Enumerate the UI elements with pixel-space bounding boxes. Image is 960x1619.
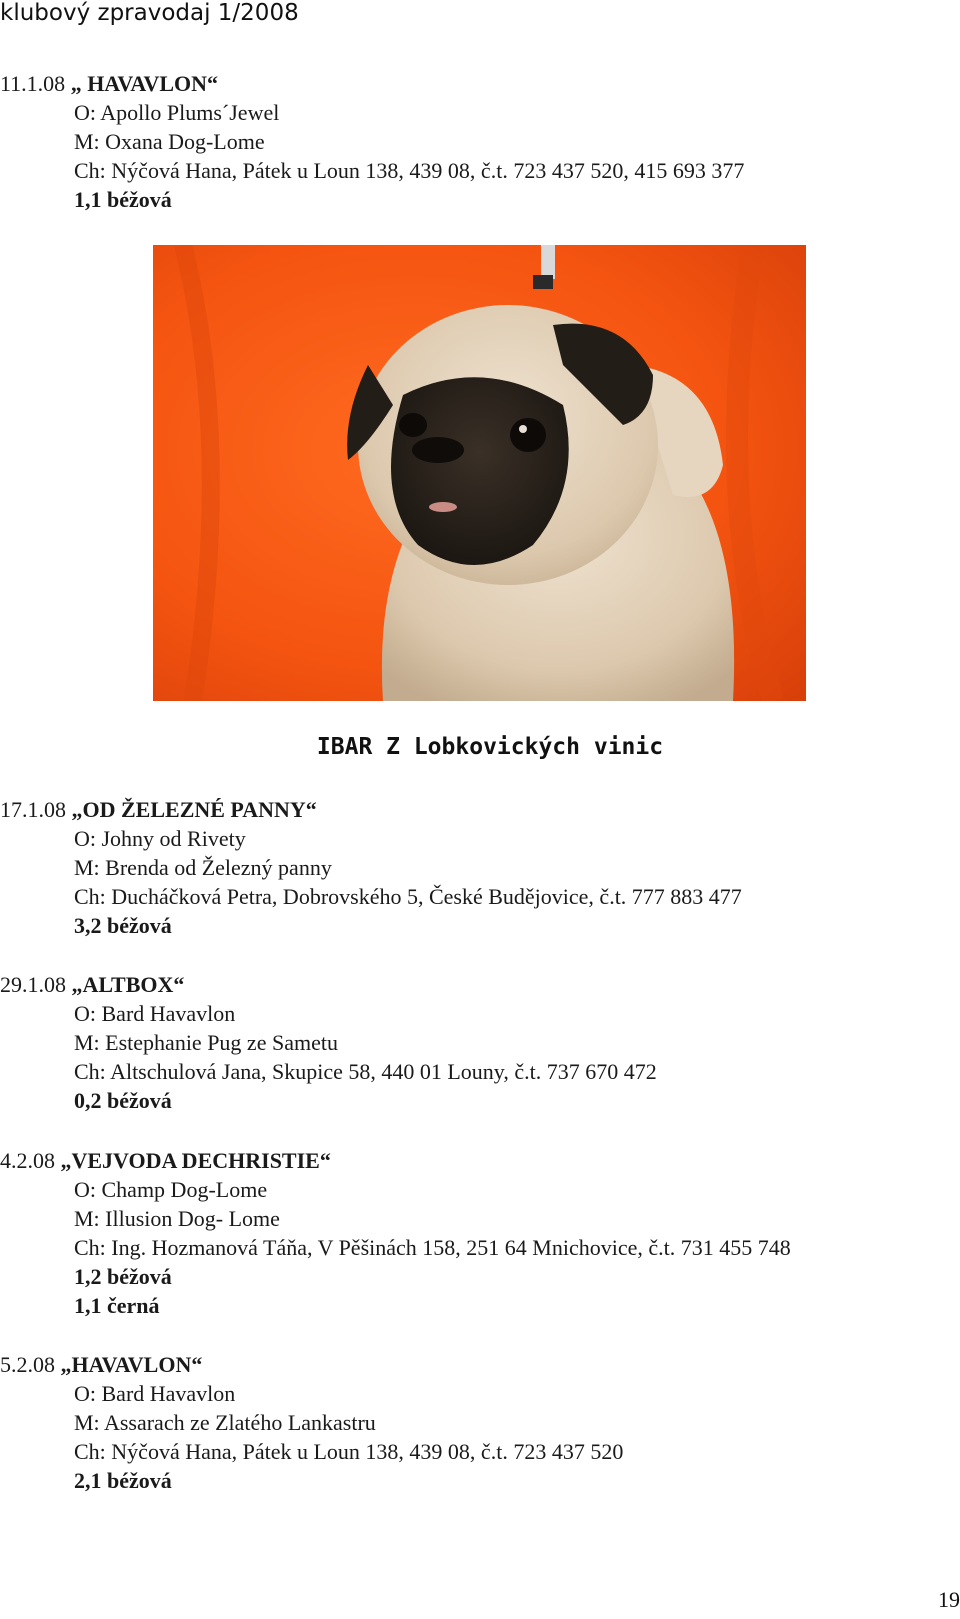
litter-entry	[0, 795, 930, 940]
entry-breeder: Ch: Altschulová Jana, Skupice 58, 440 01 Louny, č.t. 737 670 472	[74, 1059, 657, 1084]
entry-litter: 2,1 béžová	[74, 1468, 172, 1493]
entry-kennel-name: „ HAVAVLON“	[70, 71, 219, 96]
entry-breeder: Ch: Nýčová Hana, Pátek u Loun 138, 439 08, č.t. 723 437 520	[74, 1439, 624, 1464]
entry-litter: 3,2 béžová	[74, 913, 172, 938]
entry-mother: M: Illusion Dog- Lome	[74, 1206, 280, 1231]
entry-mother: M: Brenda od Železný panny	[74, 855, 332, 880]
entry-father: O: Bard Havavlon	[74, 1381, 236, 1406]
entry-date: 11.1.08	[0, 71, 66, 96]
pug-photo	[153, 245, 806, 701]
entry-litter: 0,2 béžová	[74, 1088, 172, 1113]
newsletter-header: klubový zpravodaj 1/2008	[0, 0, 299, 26]
entry-kennel-name: „VEJVODA DECHRISTIE“	[60, 1148, 331, 1173]
entry-mother: M: Oxana Dog-Lome	[74, 129, 265, 154]
litter-entry	[0, 1146, 930, 1320]
entry-breeder: Ch: Ducháčková Petra, Dobrovského 5, České Budějovice, č.t. 777 883 477	[74, 884, 742, 909]
entry-mother: M: Estephanie Pug ze Sametu	[74, 1030, 338, 1055]
entry-kennel-name: „HAVAVLON“	[60, 1352, 203, 1377]
litter-entry	[0, 970, 930, 1115]
entry-father: O: Bard Havavlon	[74, 1001, 236, 1026]
entry-mother: M: Assarach ze Zlatého Lankastru	[74, 1410, 376, 1435]
litter-entry	[0, 69, 930, 214]
entry-breeder: Ch: Ing. Hozmanová Táňa, V Pěšinách 158, 251 64 Mnichovice, č.t. 731 455 748	[74, 1235, 791, 1260]
photo-caption: IBAR Z Lobkovických vinic	[316, 734, 664, 760]
litter-entry	[0, 1350, 930, 1495]
entry-date: 5.2.08	[0, 1352, 55, 1377]
entry-litter: 1,2 béžová	[74, 1264, 172, 1289]
entry-father: O: Johny od Rivety	[74, 826, 246, 851]
entry-date: 29.1.08	[0, 972, 66, 997]
entry-date: 17.1.08	[0, 797, 66, 822]
entry-litter: 1,1 béžová	[74, 187, 172, 212]
entry-father: O: Apollo Plums´Jewel	[74, 100, 280, 125]
entry-kennel-name: „OD ŽELEZNÉ PANNY“	[71, 797, 317, 822]
entry-litter: 1,1 černá	[74, 1293, 160, 1318]
entry-date: 4.2.08	[0, 1148, 55, 1173]
entry-breeder: Ch: Nýčová Hana, Pátek u Loun 138, 439 08, č.t. 723 437 520, 415 693 377	[74, 158, 745, 183]
entry-kennel-name: „ALTBOX“	[71, 972, 185, 997]
entry-father: O: Champ Dog-Lome	[74, 1177, 268, 1202]
page-number: 19	[938, 1587, 960, 1612]
